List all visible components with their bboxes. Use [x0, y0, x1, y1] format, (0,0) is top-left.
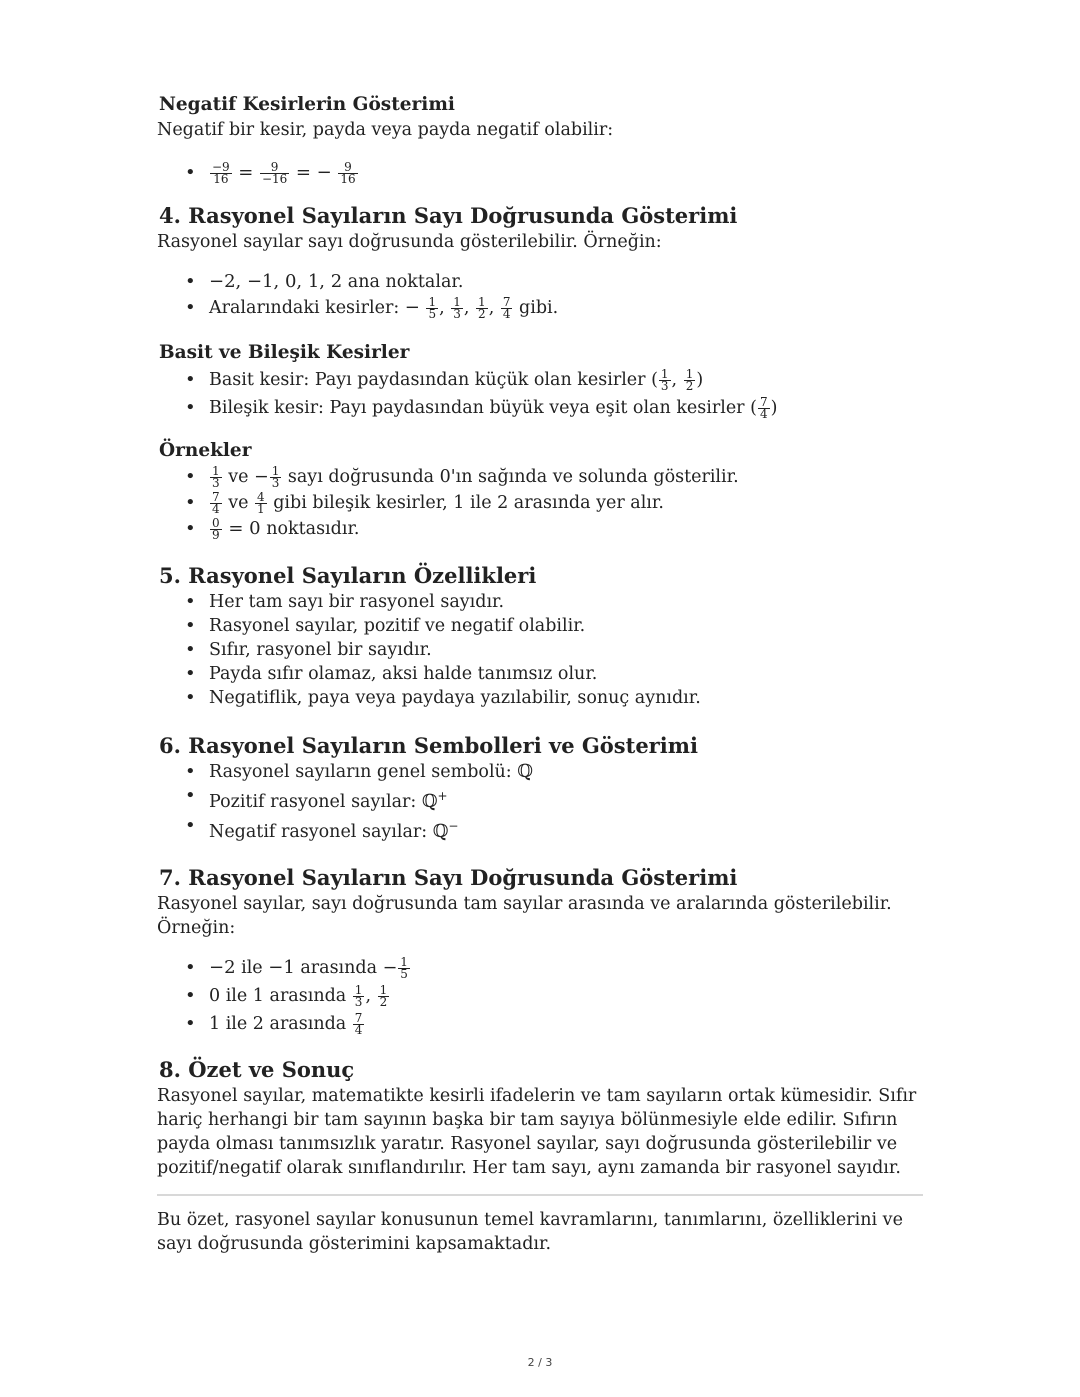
closing-paragraph: Bu özet, rasyonel sayılar konusunun temel kavramlarını, tanımlarını, özelliklerini ve sayı doğrusunda gösterimini kapsamaktadır.: [157, 1209, 903, 1254]
page-number: 2 / 3: [527, 1356, 553, 1369]
paragraph: Negatif bir kesir, payda veya payda negatif olabilir:: [157, 120, 614, 140]
section-title-examples: Örnekler: [159, 440, 252, 461]
section-title-7: 7. Rasyonel Sayıların Sayı Doğrusunda Gösterimi: [159, 864, 738, 890]
separator: ,: [439, 298, 445, 318]
fraction-numerator: 1: [478, 295, 486, 309]
fraction-numerator: 1: [428, 295, 437, 309]
fraction-numerator: 1: [354, 982, 363, 997]
list-item-text: Negatif rasyonel sayılar:: [209, 821, 433, 842]
section-title-5: 5. Rasyonel Sayıların Özellikleri: [159, 563, 537, 588]
fraction-denominator: 5: [428, 307, 437, 321]
horizontal-rule: [157, 1194, 923, 1196]
list-item-text: Aralarındaki kesirler:: [209, 298, 405, 318]
paragraph: Rasyonel sayılar sayı doğrusunda gösterilebilir. Örneğin:: [157, 232, 662, 252]
list-item-text: ve −: [222, 467, 269, 487]
math-expression: −1: [268, 956, 295, 978]
list-item-text: ): [696, 370, 704, 390]
fraction-numerator: 4: [257, 490, 265, 504]
fraction-numerator: 1: [400, 954, 408, 969]
fraction-numerator: 1: [685, 367, 694, 381]
list-item-text: gibi.: [513, 298, 559, 318]
fraction-numerator: 1: [453, 295, 461, 309]
list-item: [157, 464, 923, 490]
list-item-text: sayı doğrusunda 0'ın sağında ve solunda gösterilir.: [282, 467, 739, 487]
list-item-text: ve: [222, 493, 255, 513]
fraction-numerator: 7: [502, 295, 511, 309]
list-item-text: noktasıdır.: [260, 519, 360, 539]
separator: ,: [365, 985, 372, 1006]
fraction-denominator: −16: [261, 172, 288, 186]
separator: ,: [488, 298, 495, 318]
fraction: [260, 162, 289, 185]
fraction-denominator: 3: [271, 476, 280, 490]
section-title-6: 6. Rasyonel Sayıların Sembolleri ve Gösterimi: [159, 733, 698, 758]
list-item-text: gibi bileşik kesirler, 1 ile 2 arasında yer alır.: [267, 493, 664, 513]
list-item: [157, 954, 923, 982]
math-symbol: =: [238, 162, 254, 183]
fraction-numerator: 1: [660, 367, 669, 381]
fraction: [210, 518, 222, 541]
list-item: [157, 490, 923, 516]
list-item: • Sıfır, rasyonel bir sayıdır.: [157, 638, 923, 662]
list-item-text: 1 ile 2 arasında: [209, 1013, 352, 1034]
fraction-denominator: 3: [660, 379, 669, 393]
fraction: [378, 982, 390, 1009]
fraction-numerator: 1: [379, 982, 388, 997]
list-item: [157, 270, 923, 294]
list-item-text: 0 ile 1 arasında: [209, 985, 352, 1006]
math-expression: −2, −1, 0, 1, 2: [209, 271, 343, 292]
fraction: [758, 397, 770, 420]
fraction-numerator: • −9: [212, 160, 230, 174]
fraction-denominator: 3: [453, 307, 461, 321]
fraction-numerator: • 7: [212, 490, 220, 504]
section-title-4: 4. Rasyonel Sayıların Sayı Doğrusunda Gösterimi: [159, 203, 738, 228]
fraction-denominator: 5: [400, 966, 408, 981]
list-item-text: Basit kesir: Payı paydasından küçük olan kesirler (: [209, 370, 658, 390]
fraction-denominator: 16: [340, 172, 356, 186]
list-item: [157, 784, 923, 814]
list-item: • Rasyonel sayılar, pozitif ve negatif olabilir.: [157, 614, 923, 638]
fraction: [210, 492, 222, 515]
list-item: [157, 814, 923, 844]
section-title-negative-fractions: Negatif Kesirlerin Gösterimi: [159, 94, 455, 115]
list-item-text: ile: [235, 957, 269, 978]
list-item: [157, 982, 923, 1010]
list-item: [157, 158, 923, 188]
fraction-numerator: • 0: [212, 516, 220, 530]
math-expression: −2: [209, 956, 236, 978]
paragraph: Rasyonel sayılar, matematikte kesirli ifadelerin ve tam sayıların ortak kümesidir. Sıfır hariç herhangi bir tam sayının başka bir tam sayıya bölünmesiyle elde edilir. Sıfırın payda olması tanımsızlık yaratır. Rasyonel sayılar, sayı doğrusunda gösterilebilir ve pozitif/negatif olarak sınıflandırılır. Her tam sayı, aynı zamanda bir rasyonel sayıdır.: [157, 1085, 917, 1178]
superscript: +: [437, 789, 448, 803]
fraction: [684, 369, 696, 392]
list-item-text: Pozitif rasyonel sayılar:: [209, 791, 422, 812]
fraction: [353, 1010, 365, 1037]
list-item-text: ): [770, 398, 778, 418]
list-item: [157, 394, 923, 422]
fraction: [210, 466, 222, 489]
fraction-denominator: 9: [212, 528, 220, 542]
fraction-numerator: 1: [271, 464, 280, 478]
fraction: [476, 297, 488, 320]
rational-set-symbol: ℚ: [517, 761, 533, 782]
fraction-denominator: 2: [478, 307, 486, 321]
list-item: • Her tam sayı bir rasyonel sayıdır.: [157, 590, 923, 614]
fraction-denominator: 2: [379, 994, 388, 1009]
fraction: [210, 162, 232, 185]
list-item-text: Bileşik kesir: Payı paydasından büyük veya eşit olan kesirler (: [209, 398, 757, 418]
fraction-denominator: 4: [759, 407, 768, 421]
list-item: [157, 294, 923, 322]
list-item: [157, 366, 923, 394]
fraction: [451, 297, 463, 320]
fraction: [353, 982, 365, 1009]
fraction-denominator: 3: [212, 476, 220, 490]
list-item: • Negatiflik, paya veya paydaya yazılabilir, sonuç aynıdır.: [157, 686, 923, 710]
paragraph: Rasyonel sayılar, sayı doğrusunda tam sayılar arasında ve aralarında gösterilebilir. Örneğin:: [157, 893, 892, 938]
fraction-numerator: 7: [759, 395, 768, 409]
fraction-numerator: 9: [338, 162, 357, 174]
fraction-denominator: 1: [257, 502, 265, 516]
list-item-text: Rasyonel sayıların genel sembolü:: [209, 762, 518, 782]
fraction-numerator: 7: [354, 1010, 363, 1025]
separator: ,: [671, 370, 678, 390]
fraction: [426, 297, 438, 320]
list-item: [157, 516, 923, 542]
list-item: [157, 760, 923, 784]
separator: ,: [463, 298, 470, 318]
fraction: [270, 466, 282, 489]
document-page: [157, 92, 923, 1256]
list-item-text: arasında −: [294, 957, 398, 978]
list-item: [157, 1010, 923, 1038]
section-title-simple-compound: Basit ve Bileşik Kesirler: [159, 342, 410, 363]
math-symbol: −: [404, 297, 420, 318]
fraction: [659, 369, 671, 392]
section-title-8: 8. Özet ve Sonuç: [159, 1056, 355, 1082]
math-symbol: = −: [295, 162, 332, 183]
rational-set-symbol: ℚ: [421, 790, 438, 812]
fraction-denominator: 4: [354, 1022, 363, 1037]
fraction-denominator: 3: [354, 994, 363, 1009]
fraction: [398, 954, 410, 981]
fraction: [501, 297, 513, 320]
fraction-denominator: 4: [502, 307, 511, 321]
list-item-text: ana noktalar.: [342, 272, 464, 292]
list-item: • Payda sıfır olamaz, aksi halde tanımsız olur.: [157, 662, 923, 686]
fraction-numerator: 9: [260, 162, 289, 174]
fraction: [255, 492, 267, 515]
fraction: [338, 162, 357, 185]
math-expression: = 0: [222, 518, 261, 539]
fraction-numerator: • 1: [212, 464, 220, 478]
fraction-denominator: 2: [685, 379, 694, 393]
fraction-denominator: 4: [212, 502, 220, 516]
fraction-denominator: 16: [213, 172, 229, 186]
rational-set-symbol: ℚ: [432, 820, 449, 842]
superscript: −: [448, 818, 459, 833]
